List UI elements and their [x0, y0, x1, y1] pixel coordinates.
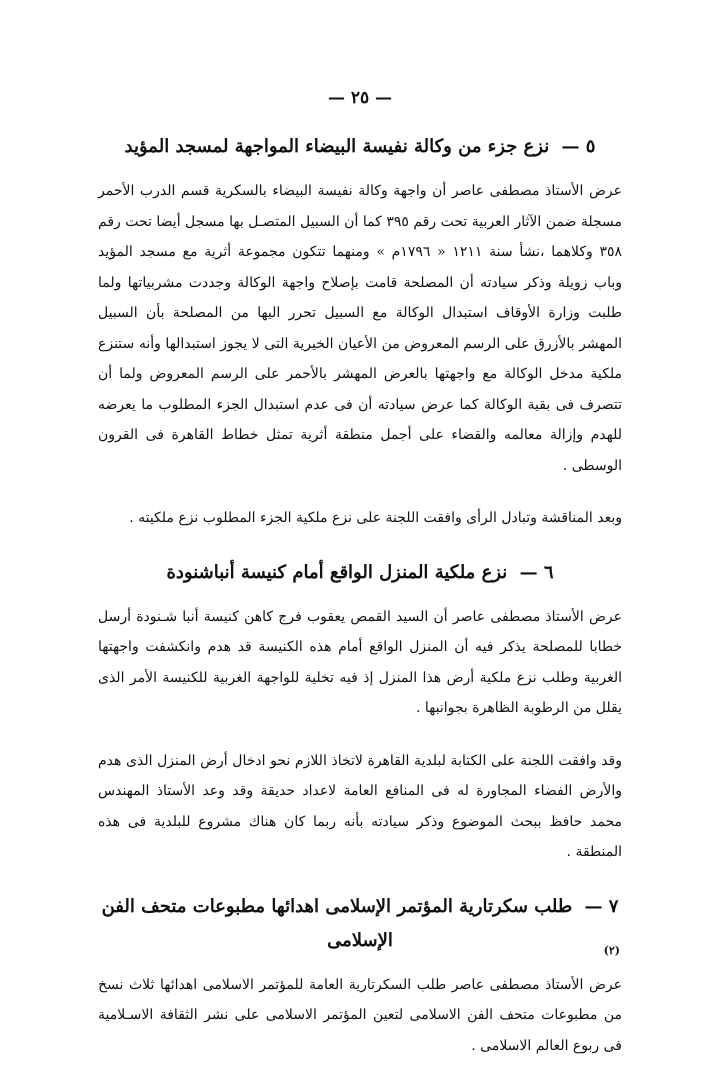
- section-5-heading: [98, 130, 622, 164]
- footnote-marker: (٢): [603, 944, 620, 957]
- section-6-paragraph: عرض الأستاذ مصطفى عاصر أن السيد القمص يعقوب فرج كاهن كنيسة أنبا شـنودة أرسل خطابا للمصلحة يذكر فيه أن المنزل الواقع أمام هذه الكنيسة قد هدم وانكشفت واجهتها الغربية وطلب نزع ملكية أرض هذا المنزل إذ فيه تخلية للواجهة الغربية للكنيسة الأمر الذى يقلل من الرطوبة الظاهرة بجوانبها .: [98, 608, 622, 716]
- section-7-heading: [98, 890, 622, 958]
- section-5-decision: وبعد المناقشة وتبادل الرأى وافقت اللجنة على نزع ملكية الجزء المطلوب نزع ملكيته .: [129, 510, 622, 526]
- section-5-title: نزع جزء من وكالة نفيسة البيضاء المواجهة لمسجد المؤيد: [124, 136, 550, 157]
- section-5-number: ٥ —: [561, 136, 596, 157]
- section-7-number: ٧ —: [584, 895, 619, 917]
- section-6-decision: وقد وافقت اللجنة على الكتابة لبلدية القاهرة لاتخاذ اللازم نحو ادخال أرض المنزل الذى هدم والأرض الفضاء المجاورة له فى المنافع العامة لاعداد حديقة وقد وعد الأستاذ المهندس محمد حافظ ببحث الموضوع وذكر سيادته بأنه ربما كان هناك مشروع للبلدية فى هذه المنطقة .: [98, 752, 622, 860]
- section-7-title: طلب سكرتارية المؤتمر الإسلامى اهدائها مطبوعات متحف الفن الإسلامى: [101, 895, 573, 951]
- page-number: — ٢٥ —: [327, 88, 393, 108]
- section-6-heading: [98, 556, 622, 590]
- section-5-paragraph: عرض الأستاذ مصطفى عاصر أن واجهة وكالة نفيسة البيضاء بالسكرية قسم الدرب الأحمر مسجلة ضمن الآثار العربية تحت رقم ٣٩٥ كما أن السبيل المتصـل بها مسجل أيضا تحت رقم ٣٥٨ وكلاهما ،نشأ سنة ١٢١١ « ١٧٩٦م » ومنهما تتكون مجموعة أثرية مع مسجد المؤيد وباب زويلة وذكر سيادته أن المصلحة قامت بإصلاح واجهة الوكالة وجددت مشربياتها ولما طلبت وزارة الأوقاف استبدال الوكالة مع السبيل تحرر اليها من المصلحة بأن السبيل المهشر بالأزرق على الرسم المعروض من الأعيان الخيرية التى لا يجوز استبدالها وأنه ستنزع ملكية مدخل الوكالة مع واجهتها بالعرض المهشر بالأحمر على الرسم المعروض ولما أن تتصرف فى بقية الوكالة كما عرض سيادته أن فى عدم استبدال الجزء المطلوب ما يعرضه للهدم وإزالة معالمه والقضاء على أجمل منطقة أثرية تمثل خطاط القاهرة فى القرون الوسطى .: [98, 183, 623, 474]
- section-6-title: نزع ملكية المنزل الواقع أمام كنيسة أنباشنودة: [166, 561, 508, 583]
- section-6-number: ٦ —: [519, 561, 554, 583]
- section-7-paragraph: عرض الأستاذ مصطفى عاصر طلب السكرتارية العامة للمؤتمر الاسلامى اهدائها ثلاث نسخ من مطبوعات متحف الفن الاسلامى لتعين المؤتمر الاسلامى على نشر الثقافة الاسـلامية فى ربوع العالم الاسلامى .: [98, 976, 622, 1054]
